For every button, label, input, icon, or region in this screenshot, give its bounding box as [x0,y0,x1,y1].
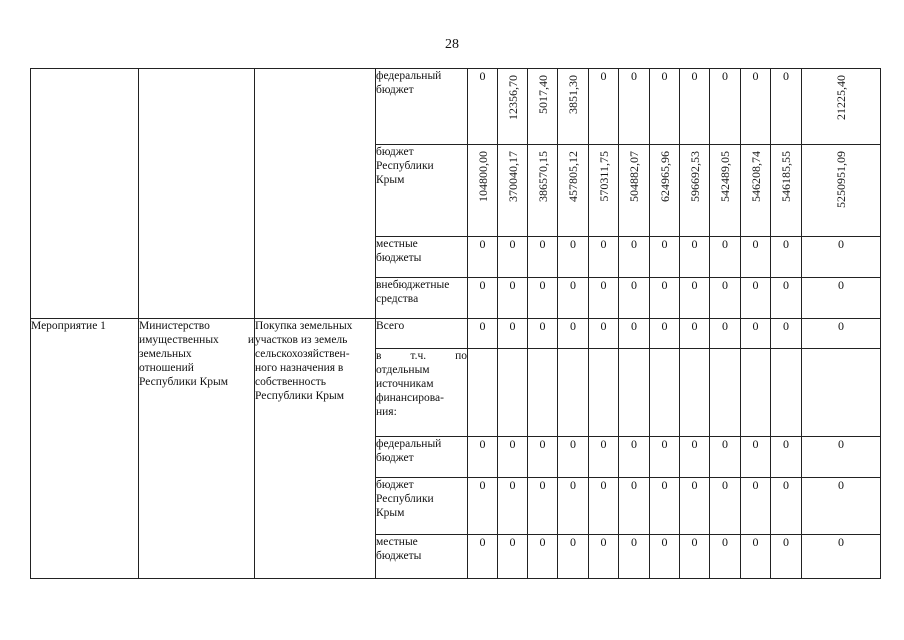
value-text: 0 [691,437,698,451]
value-cell [802,69,881,145]
value-text: 0 [479,69,486,83]
funding-source-line: ния: [376,406,397,418]
funding-source-line: финансирова- [376,392,444,404]
cell-text-line: ного назначения в [255,362,344,374]
value-cell [802,319,881,349]
measure-executor-cell [139,319,255,579]
value-cell [650,69,680,145]
value-text: 0 [479,278,486,292]
value-text: 0 [539,437,546,451]
executor-line: отношений [139,362,194,374]
value-cell [771,437,802,478]
value-text: 0 [570,437,576,451]
value-text: 0 [631,278,637,292]
value-cell [498,478,528,535]
value-cell [498,437,528,478]
value-text: 0 [722,535,728,549]
value-cell [802,478,881,535]
value-cell [650,237,680,278]
funding-source-cell [376,69,468,145]
value-text: 0 [631,319,637,333]
value-text: 0 [600,535,607,549]
value-text: 0 [838,437,844,451]
value-cell [771,319,802,349]
value-cell [468,349,498,437]
value-cell [771,237,802,278]
value-text: 0 [539,319,546,333]
value-text: 0 [783,319,789,333]
value-cell [802,349,881,437]
value-text: 0 [691,69,698,83]
value-cell [619,278,650,319]
value-cell [619,349,650,437]
value-cell [680,349,710,437]
value-text: 0 [752,535,759,549]
value-cell [710,349,741,437]
funding-source-line: Крым [376,507,405,519]
value-cell [468,145,498,237]
value-cell [802,278,881,319]
cell-text-line: участков из земель [255,334,348,346]
value-cell [771,349,802,437]
funding-source-cell [376,145,468,237]
continuation-empty-cell [139,69,255,319]
value-cell [710,145,741,237]
value-text: 0 [838,478,844,492]
value-cell [771,478,802,535]
value-text: 0 [539,478,546,492]
value-text: 3851,30 [566,75,580,114]
funding-source-line: бюджет [376,84,414,96]
value-cell [558,69,589,145]
value-text: 0 [479,237,486,251]
value-text: 0 [722,69,728,83]
value-cell [528,145,558,237]
continuation-empty-cell [255,69,376,319]
value-text: 0 [570,237,576,251]
value-cell [802,437,881,478]
value-text: 0 [691,237,698,251]
value-cell [680,478,710,535]
measure-description-cell [255,319,376,579]
table-row [31,319,881,349]
value-text: 0 [479,437,486,451]
value-text: 0 [661,278,668,292]
value-text: 0 [600,69,607,83]
cell-text-line: сельскохозяйствен- [255,348,350,360]
value-cell [802,145,881,237]
cell-text-line: собственность [255,376,327,388]
page-number: 28 [445,37,459,52]
value-text: 0 [752,437,759,451]
value-text: 0 [509,535,516,549]
value-text: 0 [722,237,728,251]
funding-source-line: Республики [376,160,434,172]
value-cell [498,535,528,579]
funding-source-line: источникам [376,378,434,390]
value-cell [619,535,650,579]
value-cell [741,478,771,535]
value-cell [468,319,498,349]
value-text: 0 [600,478,607,492]
value-text: 0 [600,319,607,333]
value-text: 0 [783,437,789,451]
funding-source-line: федеральный [376,70,442,82]
budget-table [30,68,881,579]
value-cell [650,319,680,349]
value-text: 0 [479,319,486,333]
value-cell [741,237,771,278]
value-cell [558,535,589,579]
funding-source-line: отдельным [376,364,430,376]
value-cell [710,278,741,319]
value-text: 21225,40 [834,75,848,120]
value-cell [528,237,558,278]
value-text: 596692,53 [687,151,702,202]
value-text: 0 [661,69,668,83]
funding-source-line: федеральный [376,438,442,450]
value-cell [528,535,558,579]
value-text: 0 [752,69,759,83]
funding-source-cell [376,349,468,437]
value-cell [741,145,771,237]
value-text: 0 [509,237,516,251]
value-cell [710,478,741,535]
value-text: 0 [752,237,759,251]
value-cell [741,319,771,349]
value-cell [498,278,528,319]
value-text: 0 [661,535,668,549]
value-cell [619,145,650,237]
funding-source-cell [376,535,468,579]
value-cell [498,145,528,237]
value-cell [589,278,619,319]
value-cell [619,237,650,278]
value-text: 570311,75 [596,151,611,202]
funding-source-cell [376,437,468,478]
value-cell [680,535,710,579]
value-cell [680,145,710,237]
value-text: 0 [752,319,759,333]
funding-source-line: Республики [376,493,434,505]
value-cell [589,535,619,579]
value-text: 0 [631,237,637,251]
value-text: 0 [838,237,844,251]
value-cell [498,349,528,437]
value-text: 0 [722,478,728,492]
value-cell [558,278,589,319]
table-row [31,69,881,145]
value-text: 0 [838,535,844,549]
value-text: 12356,70 [505,75,520,120]
value-cell [619,319,650,349]
funding-source-line: местные [376,536,418,548]
value-text: 0 [783,69,789,83]
value-text: 0 [752,478,759,492]
value-text: 0 [661,319,668,333]
value-text: 0 [539,278,546,292]
value-text: 0 [661,437,668,451]
measure-name-cell [31,319,139,579]
value-cell [498,237,528,278]
value-cell [468,237,498,278]
funding-source-line: средства [376,293,419,305]
value-cell [558,237,589,278]
value-cell [589,437,619,478]
value-text: 5017,40 [535,75,550,114]
value-cell [498,319,528,349]
value-text: 0 [509,319,516,333]
value-cell [771,278,802,319]
value-cell [528,69,558,145]
value-text: 0 [722,278,728,292]
funding-source-cell [376,319,468,349]
value-text: 0 [691,478,698,492]
value-cell [589,237,619,278]
funding-source-line: внебюджетные [376,279,450,291]
value-cell [771,535,802,579]
value-cell [558,349,589,437]
value-cell [558,478,589,535]
value-cell [650,145,680,237]
value-cell [650,349,680,437]
value-cell [650,278,680,319]
funding-source-line: в т.ч. по [376,350,467,362]
value-text: 0 [539,535,546,549]
value-text: 0 [509,278,516,292]
value-text: 0 [783,278,789,292]
value-text: 0 [661,237,668,251]
value-cell [589,145,619,237]
value-text: 0 [752,278,759,292]
value-text: 542489,05 [718,151,732,202]
value-text: 104800,00 [475,151,490,202]
value-cell [589,69,619,145]
value-cell [680,437,710,478]
value-text: 0 [783,478,789,492]
value-cell [680,278,710,319]
funding-source-line: бюджеты [376,252,422,264]
value-text: 0 [691,319,698,333]
value-text: 0 [838,319,844,333]
value-text: 0 [539,237,546,251]
value-text: 504882,07 [627,151,641,202]
value-text: 0 [631,437,637,451]
value-text: 5250951,09 [834,151,848,208]
value-text: 0 [691,535,698,549]
value-text: 624965,96 [657,151,672,202]
value-cell [468,535,498,579]
funding-source-line: бюджет [376,146,414,158]
value-text: 0 [570,319,576,333]
value-text: 0 [509,478,516,492]
value-cell [468,278,498,319]
value-cell [680,319,710,349]
value-text: 0 [631,535,637,549]
value-cell [802,237,881,278]
value-text: 0 [479,478,486,492]
funding-source-cell [376,237,468,278]
value-cell [498,69,528,145]
value-cell [558,437,589,478]
value-text: 0 [600,278,607,292]
value-text: 546208,74 [748,151,763,202]
value-cell [771,145,802,237]
value-cell [619,478,650,535]
value-text: 0 [570,478,576,492]
executor-line: земельных [139,348,192,360]
value-cell [741,437,771,478]
funding-source-line: Всего [376,320,405,332]
measure-name: Мероприятие 1 [31,320,106,332]
value-cell [468,437,498,478]
value-text: 0 [509,437,516,451]
value-cell [650,478,680,535]
value-text: 0 [570,535,576,549]
executor-line: Республики Крым [139,376,228,388]
value-text: 0 [600,237,607,251]
funding-source-cell [376,278,468,319]
value-text: 0 [661,478,668,492]
executor-line: имущественных и [139,334,254,346]
value-cell [468,69,498,145]
value-cell [650,535,680,579]
value-text: 0 [600,437,607,451]
value-text: 0 [783,535,789,549]
value-cell [710,437,741,478]
value-text: 457805,12 [566,151,580,202]
value-cell [589,319,619,349]
value-text: 0 [722,437,728,451]
value-text: 0 [631,478,637,492]
value-cell [619,69,650,145]
funding-source-line: бюджет [376,479,414,491]
value-cell [741,535,771,579]
value-text: 546185,55 [779,151,793,202]
value-cell [741,349,771,437]
value-cell [558,145,589,237]
value-cell [619,437,650,478]
value-cell [710,237,741,278]
value-cell [680,69,710,145]
value-cell [468,478,498,535]
value-cell [710,69,741,145]
value-cell [771,69,802,145]
funding-source-line: бюджеты [376,550,422,562]
cell-text-line: Республики Крым [255,390,344,402]
value-cell [528,437,558,478]
value-cell [589,478,619,535]
value-cell [741,69,771,145]
funding-source-cell [376,478,468,535]
value-text: 0 [570,278,576,292]
value-cell [710,319,741,349]
value-cell [558,319,589,349]
funding-source-line: бюджет [376,452,414,464]
continuation-empty-cell [31,69,139,319]
value-cell [650,437,680,478]
value-cell [528,349,558,437]
value-text: 386570,15 [535,151,550,202]
value-cell [589,349,619,437]
value-text: 0 [631,69,637,83]
table-body [31,69,881,579]
value-cell [528,278,558,319]
value-text: 370040,17 [505,151,520,202]
value-text: 0 [783,237,789,251]
value-cell [680,237,710,278]
value-text: 0 [479,535,486,549]
value-text: 0 [691,278,698,292]
value-cell [528,319,558,349]
funding-source-line: Крым [376,174,405,186]
value-cell [710,535,741,579]
cell-text-line: Покупка земельных [255,320,353,332]
funding-source-line: местные [376,238,418,250]
value-cell [802,535,881,579]
value-cell [741,278,771,319]
value-cell [528,478,558,535]
value-text: 0 [838,278,844,292]
executor-line: Министерство [139,320,210,332]
value-text: 0 [722,319,728,333]
